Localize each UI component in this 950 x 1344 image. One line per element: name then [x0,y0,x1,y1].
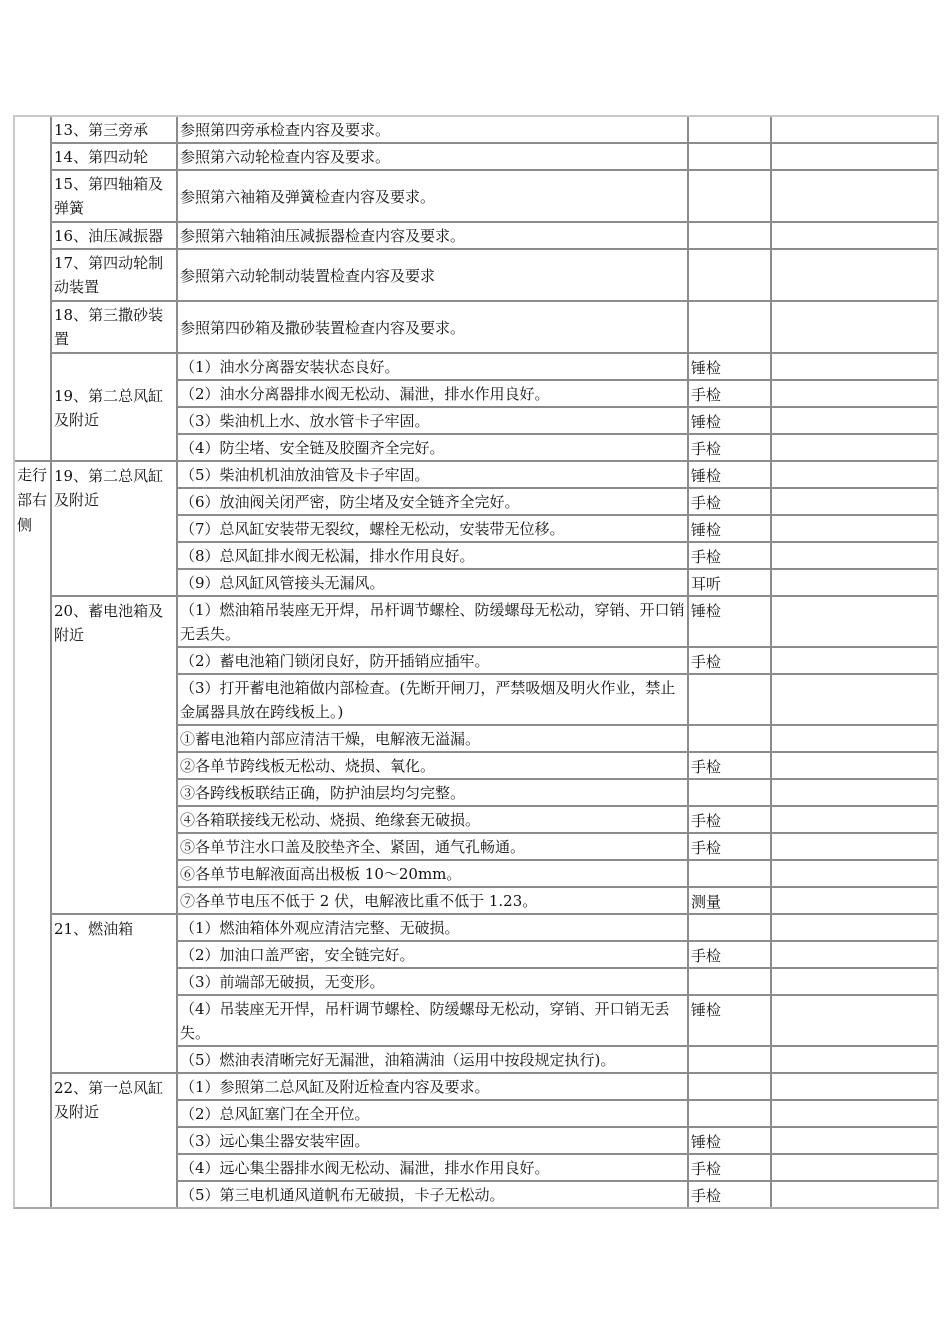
side-label-text: 走行部右侧 [17,466,48,534]
item-content [177,116,688,143]
check-method [688,301,771,353]
group-row-method-text: 手检 [691,494,722,512]
group-row-content-text: ⑥各单节电解液面高出极板 10～20mm。 [180,865,462,883]
group-row-method-text: 手检 [691,947,722,965]
group-row-method [688,968,771,995]
remark-cell [771,725,938,752]
group-row-method [688,941,771,968]
group-item-name-text: 21、燃油箱 [54,920,134,938]
group-item-name-text: 22、第一总风缸及附近 [54,1079,164,1121]
group-row-content [177,887,688,914]
remark-cell [771,1073,938,1100]
group-row-method [688,914,771,941]
check-method [688,116,771,143]
group-row-method [688,1100,771,1127]
remark-cell [771,1046,938,1073]
item-content-text: 参照第六动轮制动装置检查内容及要求 [180,266,436,285]
group-row-content [177,407,688,434]
remark-cell [771,1100,938,1127]
group-row-method [688,596,771,647]
group-row-content-text: （5）柴油机机油放油管及卡子牢固。 [180,466,430,484]
remark-cell [771,752,938,779]
remark-cell [771,968,938,995]
group-row-content-text: （3）远心集尘器安装牢固。 [180,1132,370,1150]
remark-cell [771,860,938,887]
group-row-content [177,833,688,860]
group-row-method-text: 耳听 [691,575,722,593]
group-item-name [51,914,177,1073]
group-row-content-text: ⑦各单节电压不低于 2 伏，电解液比重不低于 1.23。 [180,892,538,910]
group-row-content-text: （6）放油阀关闭严密，防尘堵及安全链齐全完好。 [180,493,520,511]
group-row-content [177,353,688,380]
group-row-method [688,887,771,914]
item-name-text: 15、第四轴箱及弹簧 [54,175,164,217]
item-name-text: 17、第四动轮制动装置 [54,254,164,296]
group-row-method [688,380,771,407]
group-row-content [177,380,688,407]
item-name-text: 18、第三撒砂装置 [54,306,164,348]
item-name [51,116,177,143]
group-row-content [177,725,688,752]
group-item-name [51,461,177,596]
group-row-content-text: （2）总风缸塞门在全开位。 [180,1105,370,1123]
group-row-content [177,515,688,542]
group-item-name-text: 19、第二总风缸及附近 [54,387,164,429]
group-item-name-text: 19、第二总风缸及附近 [54,467,164,509]
group-row-method [688,569,771,596]
group-item-name [51,1073,177,1208]
group-row-content-text: （4）远心集尘器排水阀无松动、漏泄，排水作用良好。 [180,1159,550,1177]
remark-cell [771,1127,938,1154]
group-row-content [177,461,688,488]
group-row-content-text: ③各跨线板联结正确，防护油层均匀完整。 [180,784,466,802]
item-content-text: 参照第六动轮检查内容及要求。 [180,148,391,166]
group-row-method [688,407,771,434]
remark-cell [771,887,938,914]
remark-cell [771,833,938,860]
group-row-method-text: 测量 [691,893,722,911]
group-row-content-text: （3）柴油机上水、放水管卡子牢固。 [180,412,430,430]
remark-cell [771,353,938,380]
group-row-method [688,488,771,515]
group-row-content [177,806,688,833]
group-row-content-text: ④各箱联接线无松动、烧损、绝缘套无破损。 [180,811,481,829]
remark-cell [771,170,938,222]
group-row-content-text: （2）油水分离器排水阀无松动、漏泄，排水作用良好。 [180,385,550,403]
group-row-method [688,515,771,542]
group-row-content [177,1181,688,1208]
remark-cell [771,222,938,249]
remark-cell [771,407,938,434]
group-row-content-text: （4）防尘堵、安全链及胶圈齐全完好。 [180,439,445,457]
remark-cell [771,249,938,301]
remark-cell [771,914,938,941]
group-row-content [177,1127,688,1154]
remark-cell [771,461,938,488]
side-label [14,461,51,1208]
item-content [177,170,688,222]
item-content [177,301,688,353]
remark-cell [771,941,938,968]
group-row-method [688,995,771,1046]
item-name [51,170,177,222]
item-name [51,301,177,353]
group-row-content [177,542,688,569]
remark-cell [771,143,938,170]
item-name [51,222,177,249]
group-row-method [688,1127,771,1154]
remark-cell [771,674,938,725]
remark-cell [771,116,938,143]
group-row-content [177,488,688,515]
group-row-content-text: （1）燃油箱体外观应清洁完整、无破损。 [180,919,460,937]
group-row-method-text: 手检 [691,440,722,458]
group-row-content-text: （5）燃油表清晰完好无漏泄，油箱满油（运用中按段规定执行)。 [180,1051,616,1069]
remark-cell [771,542,938,569]
item-content [177,143,688,170]
remark-cell [771,647,938,674]
group-row-method-text: 锤检 [691,1133,722,1151]
group-row-method-text: 手检 [691,386,722,404]
remark-cell [771,515,938,542]
group-row-content [177,569,688,596]
group-row-content [177,995,688,1046]
group-row-method-text: 手检 [691,812,722,830]
group-row-content-text: （3）打开蓄电池箱做内部检查。(先断开闸刀，严禁吸烟及明火作业，禁止金属器具放在跨线板上。) [180,679,676,721]
item-content [177,222,688,249]
group-item-name [51,353,177,461]
remark-cell [771,806,938,833]
group-row-method-text: 锤检 [691,359,722,377]
group-row-content [177,860,688,887]
item-content [177,249,688,301]
item-name-text: 14、第四动轮 [54,148,149,166]
group-row-method [688,752,771,779]
group-row-method [688,1154,771,1181]
group-row-content-text: ②各单节跨线板无松动、烧损、氧化。 [180,757,436,775]
group-row-method-text: 锤检 [691,521,722,539]
group-row-method-text: 锤检 [691,413,722,431]
group-row-method-text: 手检 [691,548,722,566]
group-row-method [688,674,771,725]
group-row-method [688,434,771,461]
group-row-method-text: 手检 [691,758,722,776]
item-name-text: 16、油压减振器 [54,227,164,245]
remark-cell [771,380,938,407]
item-name-text: 13、第三旁承 [54,121,149,139]
group-item-name-text: 20、蓄电池箱及附近 [54,602,164,644]
group-row-method [688,779,771,806]
group-row-content [177,752,688,779]
item-content-text: 参照第六袖箱及弹簧检查内容及要求。 [180,187,436,206]
group-row-method-text: 手检 [691,1187,722,1205]
group-row-content-text: （8）总风缸排水阀无松漏，排水作用良好。 [180,547,475,565]
inspection-sheet [13,115,937,1223]
inspection-table [13,115,722,1205]
item-content-text: 参照第四旁承检查内容及要求。 [180,121,391,139]
group-row-method [688,860,771,887]
group-row-content [177,968,688,995]
group-row-method [688,725,771,752]
group-row-method-text: 手检 [691,839,722,857]
group-row-method [688,353,771,380]
group-row-method [688,1046,771,1073]
item-content-text: 参照第六轴箱油压减振器检查内容及要求。 [180,227,466,245]
group-row-content [177,647,688,674]
group-row-content-text: （7）总风缸安装带无裂纹，螺栓无松动，安装带无位移。 [180,520,565,538]
group-row-content-text: ①蓄电池箱内部应清洁干燥，电解液无溢漏。 [180,730,481,748]
remark-cell [771,1181,938,1208]
group-row-method [688,1181,771,1208]
side-cell-continuation [14,116,51,461]
group-row-method-text: 锤检 [691,602,722,620]
group-row-content-text: ⑤各单节注水口盖及胶垫齐全、紧固，通气孔畅通。 [180,838,526,856]
group-row-content-text: （1）油水分离器安装状态良好。 [180,358,400,376]
group-row-content-text: （4）吊装座无开悍，吊杆调节螺栓、防缓螺母无松动，穿销、开口销无丢失。 [180,1000,670,1042]
group-row-content [177,1100,688,1127]
item-name [51,249,177,301]
group-row-content-text: （1）参照第二总风缸及附近检查内容及要求。 [180,1078,490,1096]
group-row-method [688,461,771,488]
item-content-text: 参照第四砂箱及撒砂装置检查内容及要求。 [180,318,466,337]
group-row-method-text: 锤检 [691,467,722,485]
remark-cell [771,301,938,353]
group-row-method-text: 锤检 [691,1001,722,1019]
group-item-name [51,596,177,914]
remark-cell [771,995,938,1046]
group-row-content [177,1046,688,1073]
item-name [51,143,177,170]
group-row-content [177,1154,688,1181]
group-row-content-text: （1）燃油箱吊装座无开焊，吊杆调节螺栓、防缓螺母无松动，穿销、开口销无丢失。 [180,601,685,643]
group-row-content [177,1073,688,1100]
group-row-method-text: 手检 [691,653,722,671]
group-row-content [177,941,688,968]
group-row-content [177,596,688,647]
group-row-content-text: （3）前端部无破损，无变形。 [180,973,385,991]
group-row-method [688,833,771,860]
group-row-content [177,914,688,941]
remark-cell [771,779,938,806]
check-method [688,222,771,249]
group-row-method [688,806,771,833]
remark-cell [771,1154,938,1181]
group-row-method [688,542,771,569]
group-row-content-text: （9）总风缸风管接头无漏风。 [180,574,385,592]
group-row-content-text: （2）蓄电池箱门锁闭良好，防开插销应插牢。 [180,652,490,670]
group-row-content [177,674,688,725]
check-method [688,249,771,301]
group-row-method-text: 手检 [691,1160,722,1178]
check-method [688,143,771,170]
group-row-content-text: （2）加油口盖严密，安全链完好。 [180,946,415,964]
check-method [688,170,771,222]
group-row-method [688,1073,771,1100]
group-row-content [177,779,688,806]
remark-cell [771,596,938,647]
remark-cell [771,434,938,461]
remark-cell [771,569,938,596]
group-row-content-text: （5）第三电机通风道帆布无破损，卡子无松动。 [180,1186,505,1204]
remark-cell [771,488,938,515]
group-row-content [177,434,688,461]
group-row-method [688,647,771,674]
